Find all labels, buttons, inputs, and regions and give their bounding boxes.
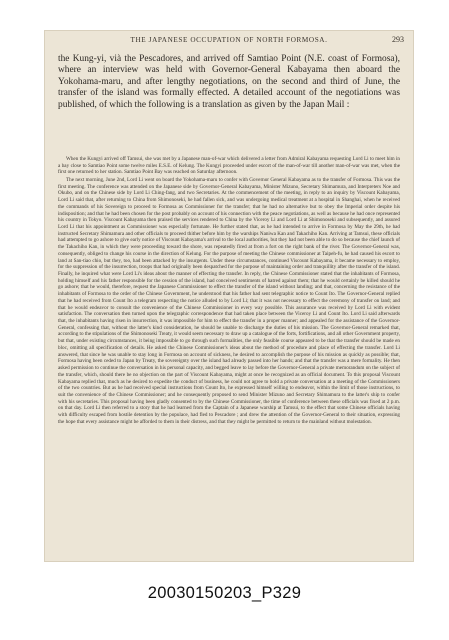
- body-paragraph: When the Kungyi arrived off Tamsui, she was met by a Japanese man-of-war which delivered a letter from Admiral Kabayama requesting Lord Li to meet him in a bay close to Samtiao Point some twelve miles E.S.E. of Kelung. The Kungyi proceeded under escort of the man-of-war till another man-of-war was met, when the first one returned to her station. Samtiao Point Bay was reached on Saturday afternoon.: [58, 156, 400, 176]
- running-head-title: THE JAPANESE OCCUPATION OF NORTH FORMOSA.: [130, 36, 328, 44]
- intro-text: the Kung-yi, vià the Pescadores, and arrived off Samtiao Point (N.E. coast of Formosa), where an interview was held with Governor-General Kabayama then aboard the Yokohama-maru, and after lengthy negotiations, on the second and third of June, the transfer of the island was formally effected. A detailed account of the negotiations was published, of which the following is a translation as given by the Japan Mail :: [58, 54, 400, 110]
- body-paragraph: The next morning, June 2nd, Lord Li went on board the Yokohama-maru to confer with Governor General Kabayama as to the transfer of Formosa. This was the first meeting. The conference was attended on the Japanese side by Governor-General Kabayama, Minister Mizuno, Secretary Shimamura, and Interpreters Noe and Okubo, and on the Chinese side by Lord Li Ching-fang, and two Secretaries. At the commencement of the meeting, in reply to an inquiry by Viscount Kabayama, Lord Li said that, after returning to China from Shimonoseki, he had fallen sick, and was undergoing medical treatment at a hospital in Shanghai, when he received the commands of his Sovereign to proceed to Formosa as Commissioner for the transfer; that he had no alternative but to obey the Imperial order despite his indisposition; and that he had been chosen for the post probably on account of his connection with the peace negotiations, as well as because he had once represented his country in Tokyo. Viscount Kabayama then praised the services rendered to China by the Viceroy Li and Lord Li at Shimonoseki and subsequently, and assured Lord Li that his appointment as Commissioner was especially fortunate. He further stated that, as he had intended to arrive in Formosa by May the 29th, he had instructed Secretary Shimamura and other officials to proceed thither before him by the warships Naniwa Kan and Takachiho Kan. Arriving at Tamsui, these officials had attempted to go ashore to give early notice of Viscount Kabayama's arrival to the local authorities, but they had not been able to do so because the chief launch of the Takachiho Kan, in which they were proceeding toward the shore, was repeatedly fired at from a fort on the right bank of the river. The Governor-General was, consequently, obliged to change his course in the direction of Kelung. For the purpose of meeting the Chinese commissioner at Taipeh-fu, he had caused his escort to land at San-tiao chio, but they, too, had been attacked by the insurgents. Under these circumstances, continued Viscount Kabayama, it became necessary to employ, for the suppression of the insurrection, troops that had originally been despatched for the purpose of maintaining order and tranquillity after the transfer of the island. Finally, he inquired what were Lord Li's ideas about the manner of effecting the transfer. In reply, the Chinese Commissioner stated that the inhabitants of Formosa, holding himself and his father responsible for the cession of the island, had conceived sentiments of hatred against them; that he would certainly be killed should he go ashore; that he would, therefore, request the Japanese Commissioner to effect the transfer of the island without landing; and that, concerning the resistance of the inhabitants of Formosa to the order of the Chinese Government, he understood that his father had sent telegraphic notice to Count Ito. The Governor-General replied that he had received from Count Ito a telegram respecting the notice alluded to by Lord Li; that it was not necessary to effect the ceremony of transfer on land; and that he would endeavor to consult the convenience of the Chinese Commissioner in every way possible. This assurance was received by Lord Li with evident satisfaction. The conversation then turned upon the telegraphic correspondence that had taken place between the Viceroy Li and Count Ito. Lord Li said afterwards that, the inhabitants having risen in insurrection, it was impossible for him to effect the transfer in a proper manner; and appealed for the assistance of the Governor-General, confessing that, without the latter's kind consideration, he should be unable to discharge the duties of his mission. The Governor-General remarked that, according to the stipulations of the Shimonoseki Treaty, it would seem necessary to draw up a catalogue of the forts, fortifications, and all other Government property, but that, under existing circumstances, it being impossible to go through such formalities, the only feasible course appeared to be that the transfer should be made en bloc, omitting all specification of details. He asked the Chinese Commissioner's ideas about the method of procedure and place of effecting the transfer. Lord Li answered, that since he was unable to stay long in Formosa on account of sickness, he desired to accomplish the purpose of his mission as quickly as possible; that, Formosa having been ceded to Japan by Treaty, the sovereignty over the island had already passed into her hands; and that the transfer was a mere formality. He then asked permission to continue the conversation in his personal capacity, and begged leave to lay before the Governor-General a private memorandum on the subject of the transfer, which, should there be no objection on the part of Viscount Kabayama, might at once be recognized as an official document. To this proposal Viscount Kabayama replied that, much as he desired to expedite the conduct of business, he could not agree to hold a private conversation at a meeting of the Commissioners of the two countries. But as he had received special instructions from Count Ito, he expressed himself willing to endeavor, within the limit of those instructions, to suit the convenience of the Chinese Commissioner; and he consequently proposed to send Minister Mizuno and Secretary Shimamura to the latter's ship to confer with his secretaries. This proposal having been gladly consented to by the Chinese Commissioner, the time of conference between these officials was fixed at 2 p.m. on that day. Lord Li then referred to a story that he had learned from the Captain of a Japanese warship at Tamsui, to the effect that some Chinese officials having with difficulty escaped from hostile detention by the populace, had fled to Pescadore ; and drew the attention of the Governor-General to their situation, expressing the hope that every assistance might be afforded to them in their distress, and that they might be permitted to return to the mainland without molestation.: [58, 176, 400, 425]
- scanned-book-page: [44, 30, 414, 562]
- running-head: [44, 36, 414, 48]
- intro-paragraph: [58, 54, 400, 111]
- image-caption: 20030150203_P329: [147, 584, 302, 602]
- page-number: 293: [392, 35, 404, 44]
- translation-body: [58, 156, 400, 558]
